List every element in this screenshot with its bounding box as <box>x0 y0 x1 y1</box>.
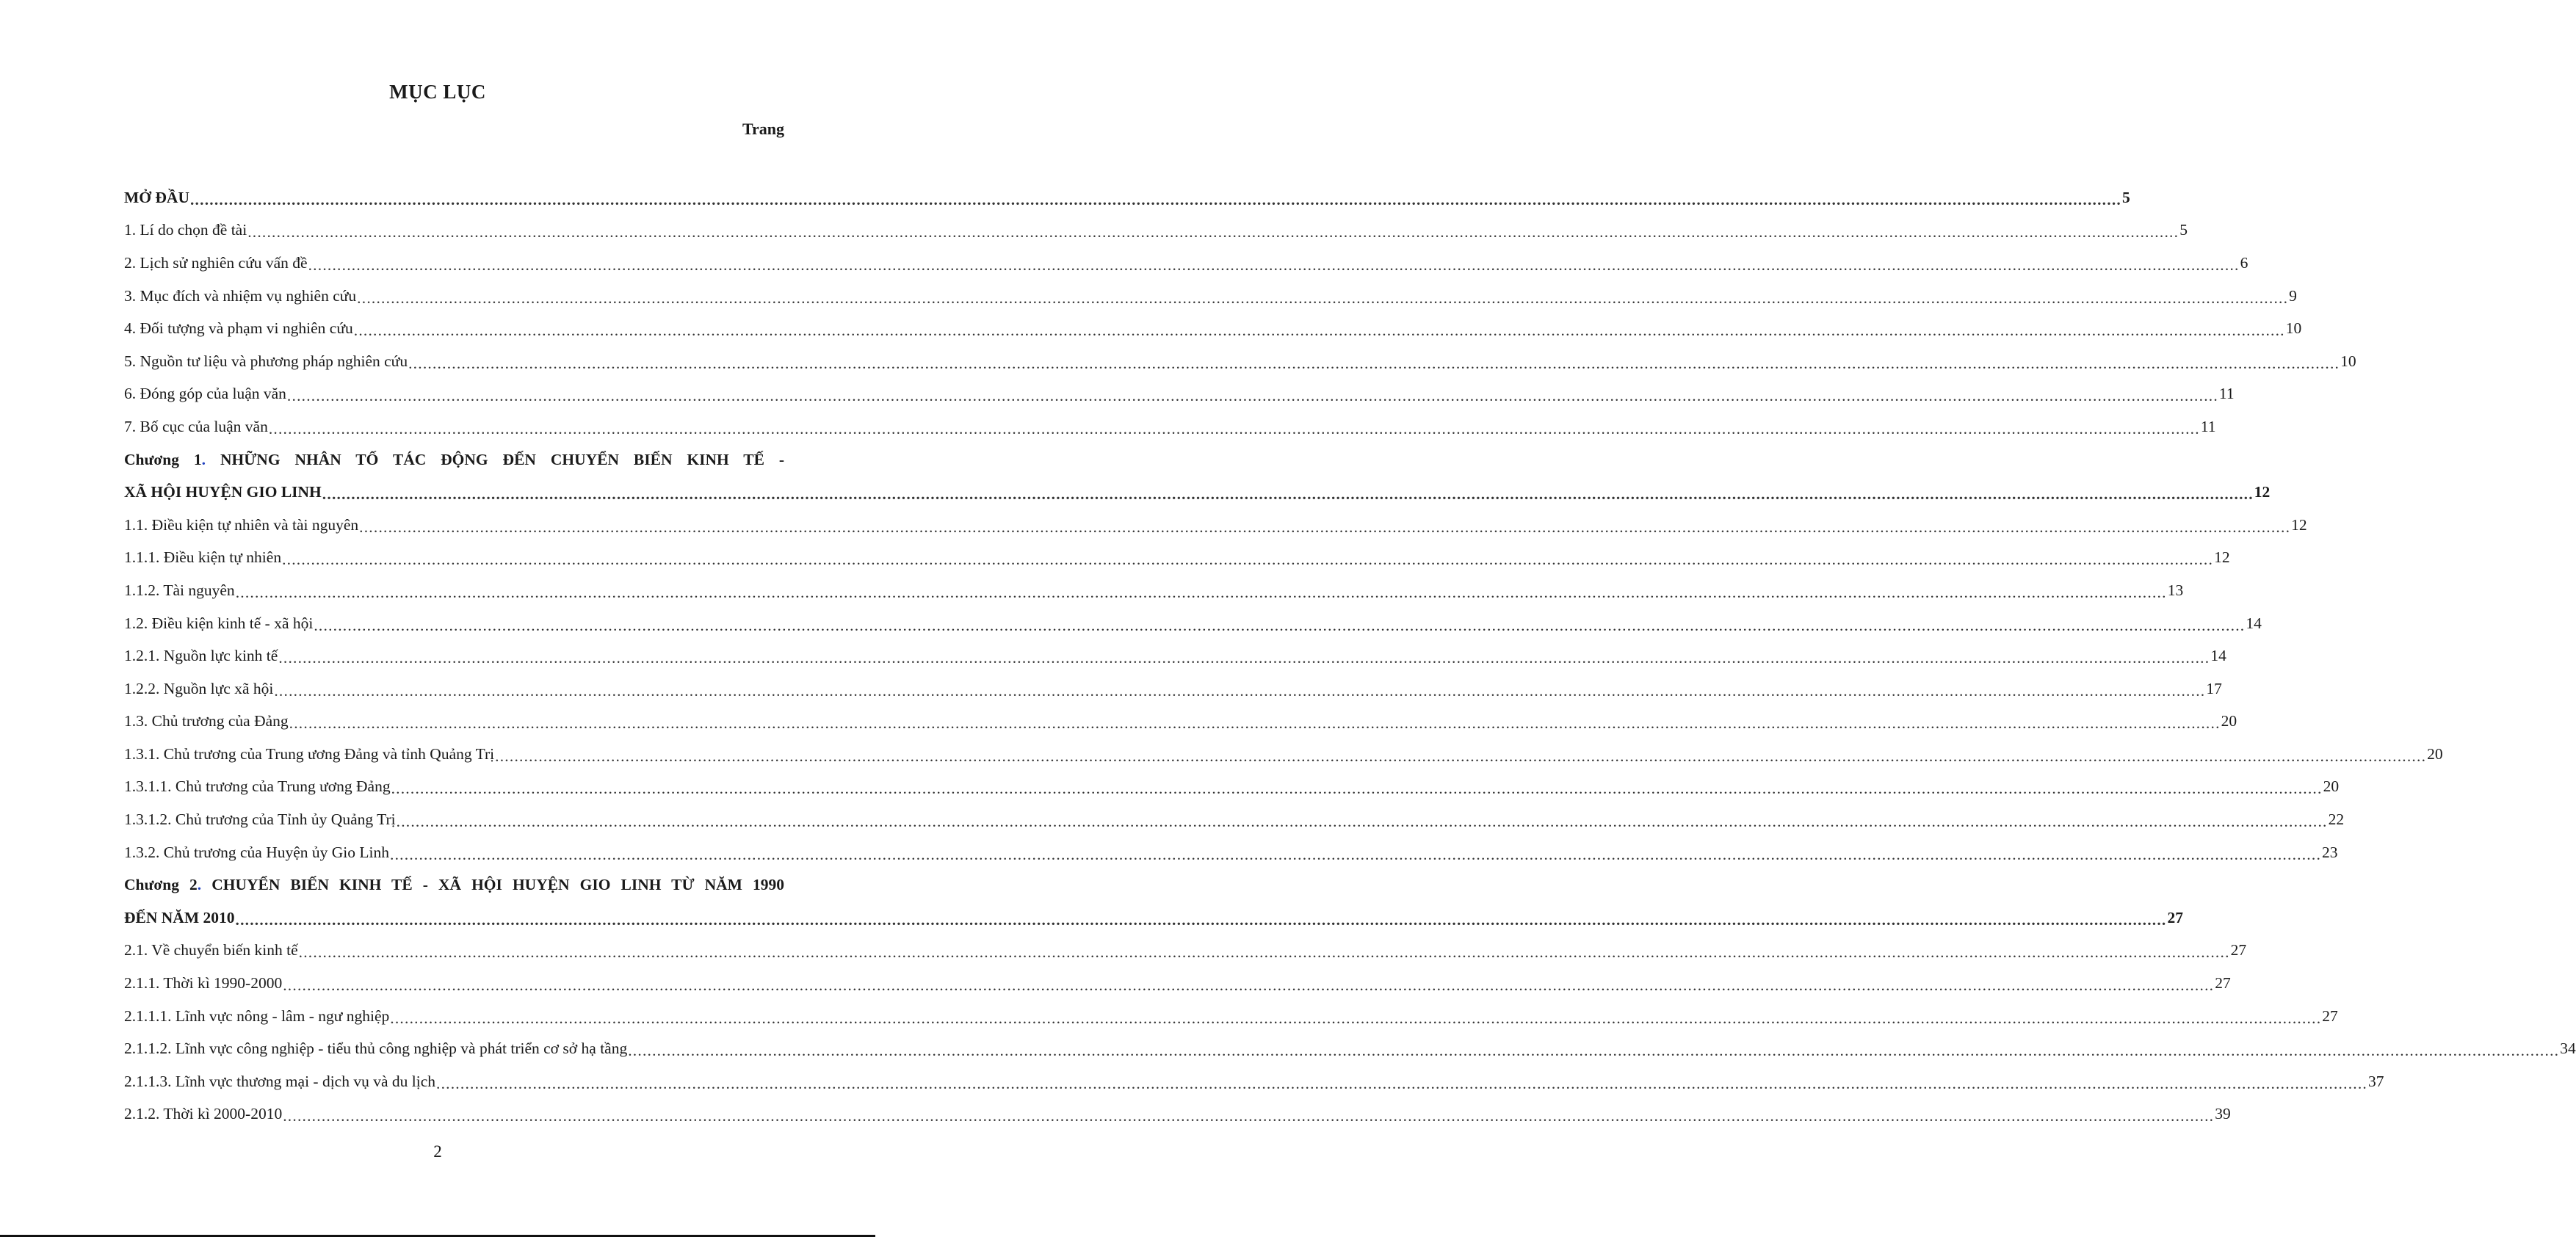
toc-entry-page: 17 <box>2206 679 2222 697</box>
toc-entry-label: 1.2.1. Nguồn lực kinh tế <box>124 647 278 665</box>
chapter-1-prefix: Chương 1 <box>124 450 202 468</box>
toc-entry[interactable] <box>124 771 2340 804</box>
toc-entry-page: 14 <box>2210 647 2226 665</box>
toc-entry-page: 14 <box>2246 614 2262 632</box>
toc-entry-page: 9 <box>2289 286 2297 305</box>
toc-entry[interactable] <box>124 574 2184 607</box>
toc-entry-label: 1.2. Điều kiện kinh tế - xã hội <box>124 614 314 632</box>
toc-entry[interactable] <box>124 1065 2384 1098</box>
toc-entry-page: 27 <box>2167 908 2183 926</box>
toc-entry-label: 1.2.2. Nguồn lực xã hội <box>124 679 274 697</box>
toc-entry[interactable] <box>124 280 2297 313</box>
toc-entry[interactable] <box>124 967 2231 1000</box>
toc-entry-page: 11 <box>2218 385 2235 403</box>
dot-leader: ................................................................................................................................................................................................................................................................................................................................................................................................................ <box>436 1074 2367 1092</box>
toc-entry[interactable] <box>124 345 2356 378</box>
dot-leader: ................................................................................................................................................................................................................................................................................................................................................................................................................ <box>283 976 2215 995</box>
dot-leader: ................................................................................................................................................................................................................................................................................................................................................................................................................ <box>274 681 2206 700</box>
dot-leader: ................................................................................................................................................................................................................................................................................................................................................................................................................ <box>289 714 2221 733</box>
toc-entry[interactable] <box>124 509 2307 542</box>
toc-entry[interactable] <box>124 214 2188 247</box>
toc-entry-page: 27 <box>2215 974 2231 993</box>
toc-entry-page: 23 <box>2322 843 2338 861</box>
toc-entry[interactable] <box>124 1032 2576 1065</box>
toc-entry[interactable] <box>124 935 2247 968</box>
dot-leader: ................................................................................................................................................................................................................................................................................................................................................................................................................ <box>298 943 2230 962</box>
toc-entry-page: 12 <box>2291 515 2307 534</box>
toc-entry[interactable] <box>124 607 2262 640</box>
dot-leader: ................................................................................................................................................................................................................................................................................................................................................................................................................ <box>286 387 2218 405</box>
toc-entry-page: 39 <box>2215 1105 2231 1123</box>
toc-chapter-2-heading[interactable] <box>124 868 784 902</box>
toc-entry[interactable] <box>124 836 2338 869</box>
chapter-2-title-line-1: CHUYỂN BIẾN KINH TẾ - XÃ HỘI HUYỆN GIO LINH TỪ NĂM 1990 <box>211 876 784 894</box>
toc-entry-label: 4. Đối tượng và phạm vi nghiên cứu <box>124 319 353 338</box>
page-column-label: Trang <box>742 120 784 138</box>
toc-entry[interactable] <box>124 247 2248 280</box>
toc-entry-page: 34 <box>2560 1040 2576 1058</box>
toc-entry-label: 1.1. Điều kiện tự nhiên và tài nguyên <box>124 515 359 534</box>
dot-leader: ................................................................................................................................................................................................................................................................................................................................................................................................................ <box>314 616 2246 634</box>
dot-leader: ................................................................................................................................................................................................................................................................................................................................................................................................................ <box>390 1009 2322 1027</box>
dot-leader: ................................................................................................................................................................................................................................................................................................................................................................................................................ <box>235 583 2167 601</box>
toc-entry-label: 2.1.1. Thời kì 1990-2000 <box>124 974 283 993</box>
toc-entry-label: 5. Nguồn tư liệu và phương pháp nghiên cứu <box>124 352 408 370</box>
toc-entry-label: 1.3.2. Chủ trương của Huyện ủy Gio Linh <box>124 843 390 861</box>
toc-entry-label: 2.1.1.1. Lĩnh vực nông - lâm - ngư nghiệp <box>124 1006 390 1025</box>
dot-leader: ................................................................................................................................................................................................................................................................................................................................................................................................................ <box>628 1042 2560 1060</box>
dot-leader: ................................................................................................................................................................................................................................................................................................................................................................................................................ <box>391 780 2323 798</box>
toc-entry-page: 27 <box>2230 941 2247 960</box>
toc-entry[interactable] <box>124 378 2235 411</box>
dot-leader: ................................................................................................................................................................................................................................................................................................................................................................................................................ <box>495 747 2427 765</box>
dot-leader: ................................................................................................................................................................................................................................................................................................................................................................................................................ <box>390 845 2322 863</box>
page-number: 2 <box>433 1142 442 1161</box>
table-of-contents <box>124 181 2576 1131</box>
toc-entry[interactable] <box>124 639 2226 672</box>
toc-entry-label: 1.3.1.1. Chủ trương của Trung ương Đảng <box>124 777 391 796</box>
toc-entry-page: 12 <box>2254 483 2271 501</box>
dot-leader: ................................................................................................................................................................................................................................................................................................................................................................................................................ <box>247 223 2179 242</box>
toc-entry-mo-dau[interactable] <box>124 181 2130 214</box>
toc-entry-page: 20 <box>2323 777 2340 796</box>
chapter-2-title-line-2: ĐẾN NĂM 2010 <box>124 908 235 926</box>
dot-leader: ................................................................................................................................................................................................................................................................................................................................................................................................................ <box>235 910 2167 929</box>
toc-entry-label: 2.1.1.3. Lĩnh vực thương mại - dịch vụ và du lịch <box>124 1072 435 1090</box>
toc-entry-label: 2.1.1.2. Lĩnh vực công nghiệp - tiểu thủ công nghiệp và phát triển cơ sở hạ tầng <box>124 1040 628 1058</box>
dot-leader: ................................................................................................................................................................................................................................................................................................................................................................................................................ <box>189 190 2121 208</box>
toc-entry-label: 1.1.1. Điều kiện tự nhiên <box>124 548 282 567</box>
toc-entry-page: 10 <box>2340 352 2356 370</box>
chapter-1-title-line-2: XÃ HỘI HUYỆN GIO LINH <box>124 483 322 501</box>
toc-entry[interactable] <box>124 738 2443 771</box>
toc-entry-page: 20 <box>2221 712 2237 730</box>
chapter-1-dot: . <box>201 450 206 468</box>
toc-entry-label: 6. Đóng góp của luận văn <box>124 385 286 403</box>
toc-entry-label: 1.3.1.2. Chủ trương của Tỉnh ủy Quảng Trị <box>124 810 396 829</box>
toc-entry-page: 5 <box>2121 188 2130 206</box>
toc-entry-page: 12 <box>2214 548 2230 567</box>
chapter-2-dot: . <box>197 876 202 894</box>
toc-entry-label: 2. Lịch sử nghiên cứu vấn đề <box>124 253 308 272</box>
toc-entry-page: 11 <box>2200 417 2216 435</box>
dot-leader: ................................................................................................................................................................................................................................................................................................................................................................................................................ <box>357 289 2289 307</box>
toc-entry-page: 10 <box>2285 319 2302 338</box>
toc-entry-page: 27 <box>2322 1006 2338 1025</box>
toc-entry-label: 2.1.2. Thời kì 2000-2010 <box>124 1105 283 1123</box>
dot-leader: ................................................................................................................................................................................................................................................................................................................................................................................................................ <box>308 255 2240 274</box>
dot-leader: ................................................................................................................................................................................................................................................................................................................................................................................................................ <box>408 354 2340 372</box>
toc-entry[interactable] <box>124 1000 2338 1033</box>
dot-leader: ................................................................................................................................................................................................................................................................................................................................................................................................................ <box>282 551 2214 569</box>
toc-entry-label: 1.3.1. Chủ trương của Trung ương Đảng và tỉnh Quảng Trị <box>124 744 495 763</box>
dot-leader: ................................................................................................................................................................................................................................................................................................................................................................................................................ <box>283 1107 2215 1125</box>
toc-entry[interactable] <box>124 705 2237 739</box>
dot-leader: ................................................................................................................................................................................................................................................................................................................................................................................................................ <box>278 649 2210 667</box>
toc-entry-label: 1.3. Chủ trương của Đảng <box>124 712 289 730</box>
toc-entry-page: 13 <box>2167 581 2184 599</box>
toc-entry-label: 3. Mục đích và nhiệm vụ nghiên cứu <box>124 286 357 305</box>
toc-entry[interactable] <box>124 410 2216 443</box>
chapter-1-line-1 <box>124 451 784 469</box>
dot-leader: ................................................................................................................................................................................................................................................................................................................................................................................................................ <box>359 518 2291 536</box>
toc-entry[interactable] <box>124 542 2230 575</box>
toc-entry[interactable] <box>124 312 2302 345</box>
toc-entry-page: 22 <box>2328 810 2345 829</box>
toc-entry[interactable] <box>124 803 2345 836</box>
chapter-1-title-line-1: NHỮNG NHÂN TỐ TÁC ĐỘNG ĐẾN CHUYỂN BIẾN KINH TẾ - <box>220 450 784 468</box>
dot-leader: ................................................................................................................................................................................................................................................................................................................................................................................................................ <box>322 485 2254 504</box>
toc-chapter-1-heading[interactable] <box>124 443 784 476</box>
page-title: MỤC LỤC <box>389 81 486 103</box>
toc-entry-page: 6 <box>2240 253 2248 272</box>
toc-entry-page: 37 <box>2368 1072 2384 1090</box>
toc-entry-label: 1. Lí do chọn đề tài <box>124 221 247 239</box>
toc-chapter-2-entry[interactable] <box>124 902 2183 935</box>
toc-entry-label: 2.1. Về chuyển biến kinh tế <box>124 941 298 960</box>
chapter-2-prefix: Chương 2 <box>124 876 198 894</box>
dot-leader: ................................................................................................................................................................................................................................................................................................................................................................................................................ <box>353 322 2285 340</box>
toc-entry-page: 5 <box>2179 221 2188 239</box>
chapter-2-line-1 <box>124 876 784 894</box>
toc-entry[interactable] <box>124 672 2222 705</box>
toc-entry-label: 7. Bố cục của luận văn <box>124 417 268 435</box>
dot-leader: ................................................................................................................................................................................................................................................................................................................................................................................................................ <box>396 813 2328 831</box>
toc-entry-label: 1.1.2. Tài nguyên <box>124 581 235 599</box>
toc-entry[interactable] <box>124 1098 2231 1131</box>
toc-chapter-1-entry[interactable] <box>124 476 2271 509</box>
dot-leader: ................................................................................................................................................................................................................................................................................................................................................................................................................ <box>268 419 2200 438</box>
toc-entry-label: MỞ ĐẦU <box>124 188 189 206</box>
toc-entry-page: 20 <box>2427 744 2443 763</box>
